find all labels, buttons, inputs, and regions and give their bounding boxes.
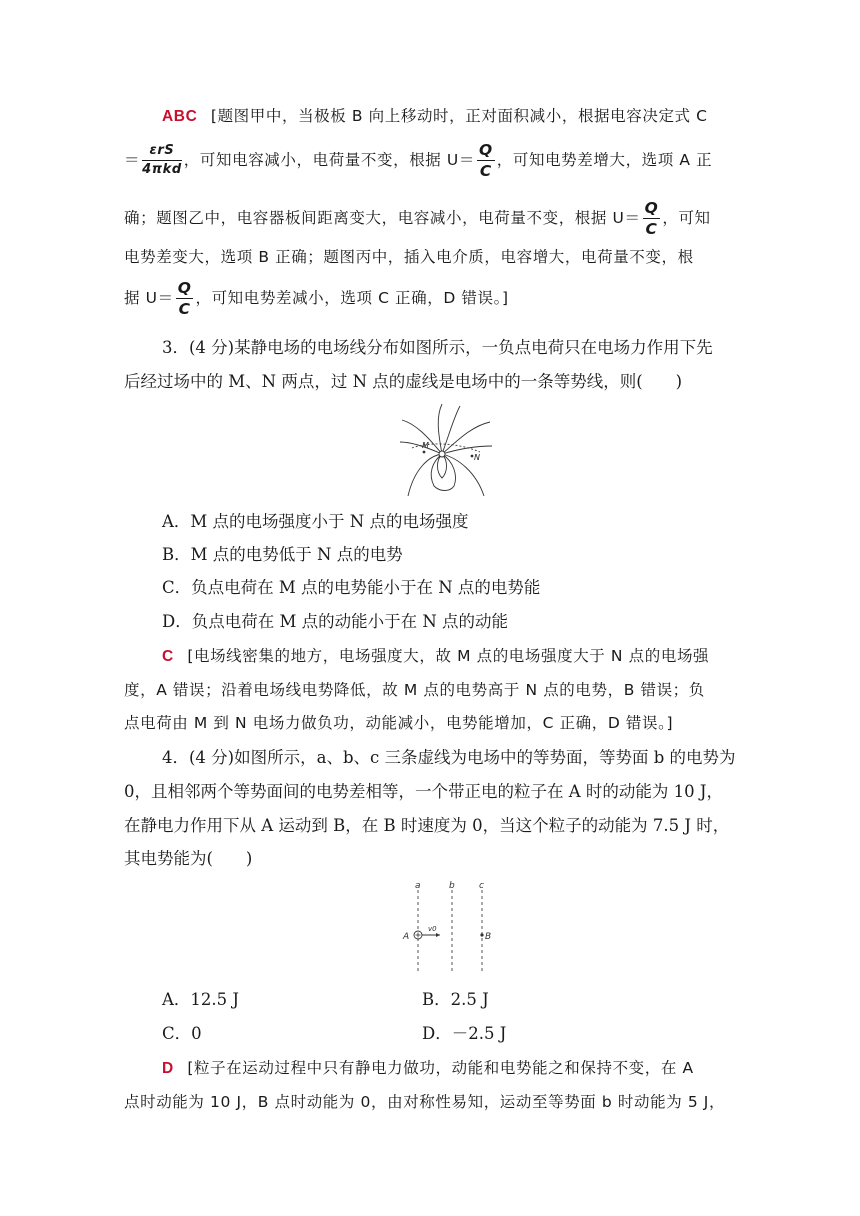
question-3-option-d[interactable]: D．负点电荷在 M 点的动能小于在 N 点的动能 [162, 612, 509, 631]
answer-3-text-1: [电场线密集的地方，电场强度大，故 M 点的电场强度大于 N 点的电场强 [187, 647, 710, 665]
answer-2-line-4: 电势差变大，选项 B 正确；题图丙中，插入电介质，电容增大，电荷量不变，根 [124, 248, 694, 266]
answer-2-line-5 [124, 278, 740, 326]
answer-2-text-2a: ，可知电容减小，电荷量不变，根据 U＝ [183, 151, 475, 169]
fraction-numerator: Q [644, 199, 659, 217]
answer-3-line-3: 点电荷由 M 到 N 电场力做负功，动能减小，电势能增加，C 正确，D 错误。] [124, 714, 674, 732]
answer-2-text-5a: 据 U＝ [124, 289, 174, 307]
answer-2-line-3 [124, 198, 740, 246]
question-3-option-a[interactable]: A．M 点的电场强度小于 N 点的电场强度 [162, 512, 469, 531]
answer-2-line-2 [124, 140, 740, 188]
answer-3-line-1 [162, 644, 778, 669]
fraction-denominator: C [645, 220, 658, 238]
label-point-a: A [403, 932, 410, 942]
answer-2-text-5b: ，可知电势差减小，选项 C 正确，D 错误。] [195, 289, 509, 307]
question-4-option-b[interactable]: B．2.5 J [422, 990, 489, 1009]
question-4-stem-1: 4．(4 分)如图所示，a、b、c 三条虚线为电场中的等势面，等势面 b 的电势为 [162, 748, 736, 767]
question-4-option-c[interactable]: C．0 [162, 1024, 202, 1043]
answer-2-text-2b: ，可知电势差增大，选项 A 正 [496, 151, 713, 169]
answer-2-line-1 [162, 104, 778, 129]
label-m: M [422, 441, 429, 450]
fraction-numerator: Q [177, 279, 192, 297]
answer-2-text-3a: 确；题图乙中，电容器板间距离变大，电容减小，电荷量不变，根据 U＝ [124, 209, 641, 227]
fraction-q-over-c [176, 278, 194, 319]
answer-4-line-2: 点时动能为 10 J，B 点时动能为 0，由对称性易知，运动至等势面 b 时动能为 5 J， [124, 1093, 726, 1111]
fraction-denominator: C [479, 162, 492, 180]
fraction-q-over-c [643, 198, 661, 239]
label-b: b [449, 881, 455, 891]
answer-3-line-2: 度，A 错误；沿着电场线电势降低，故 M 点的电势高于 N 点的电势，B 错误；负 [124, 681, 705, 699]
capacitance-formula [142, 142, 182, 179]
answer-4-letter: D [162, 1060, 174, 1077]
equipotential-surfaces-figure [396, 878, 500, 978]
label-v0: v0 [428, 925, 437, 933]
label-c: c [479, 881, 484, 891]
fraction-denominator: C [178, 300, 191, 318]
question-4-stem-3: 在静电力作用下从 A 运动到 B，在 B 时速度为 0，当这个粒子的动能为 7.5 J 时， [124, 816, 730, 835]
question-4-stem-2: 0，且相邻两个等势面间的电势差相等，一个带正电的粒子在 A 时的动能为 10 J， [124, 782, 724, 801]
question-4-option-a[interactable]: A．12.5 J [162, 990, 240, 1009]
question-4-option-d[interactable]: D．－2.5 J [422, 1024, 507, 1043]
answer-2-text-1: [题图甲中，当极板 B 向上移动时，正对面积减小，根据电容决定式 C [210, 107, 708, 125]
question-3-option-c[interactable]: C．负点电荷在 M 点的电势能小于在 N 点的电势能 [162, 578, 541, 597]
question-3-stem-2: 后经过场中的 M、N 两点，过 N 点的虚线是电场中的一条等势线，则( ) [124, 372, 683, 391]
answer-2-text-3b: ，可知 [662, 209, 711, 227]
answer-3-letter: C [162, 648, 174, 665]
electric-field-lines-figure [398, 402, 494, 498]
label-a: a [415, 881, 421, 891]
question-4-stem-4: 其电势能为( ) [124, 849, 253, 868]
question-3-stem-1: 3．(4 分)某静电场的电场线分布如图所示，一负点电荷只在电场力作用下先 [162, 338, 713, 357]
fraction-q-over-c [477, 140, 495, 181]
fraction-numerator: Q [478, 141, 493, 159]
formula-denominator: 4πkd [142, 162, 182, 177]
label-n: N [474, 453, 480, 462]
question-3-option-b[interactable]: B．M 点的电势低于 N 点的电势 [162, 545, 403, 564]
formula-numerator: εrS [142, 142, 182, 161]
answer-2-letters: ABC [162, 108, 198, 125]
label-point-b: B [485, 932, 492, 942]
answer-4-line-1 [162, 1056, 778, 1081]
equals-sign: ＝ [124, 151, 141, 169]
answer-4-text-1: [粒子在运动过程中只有静电力做功，动能和电势能之和保持不变，在 A [187, 1059, 694, 1077]
